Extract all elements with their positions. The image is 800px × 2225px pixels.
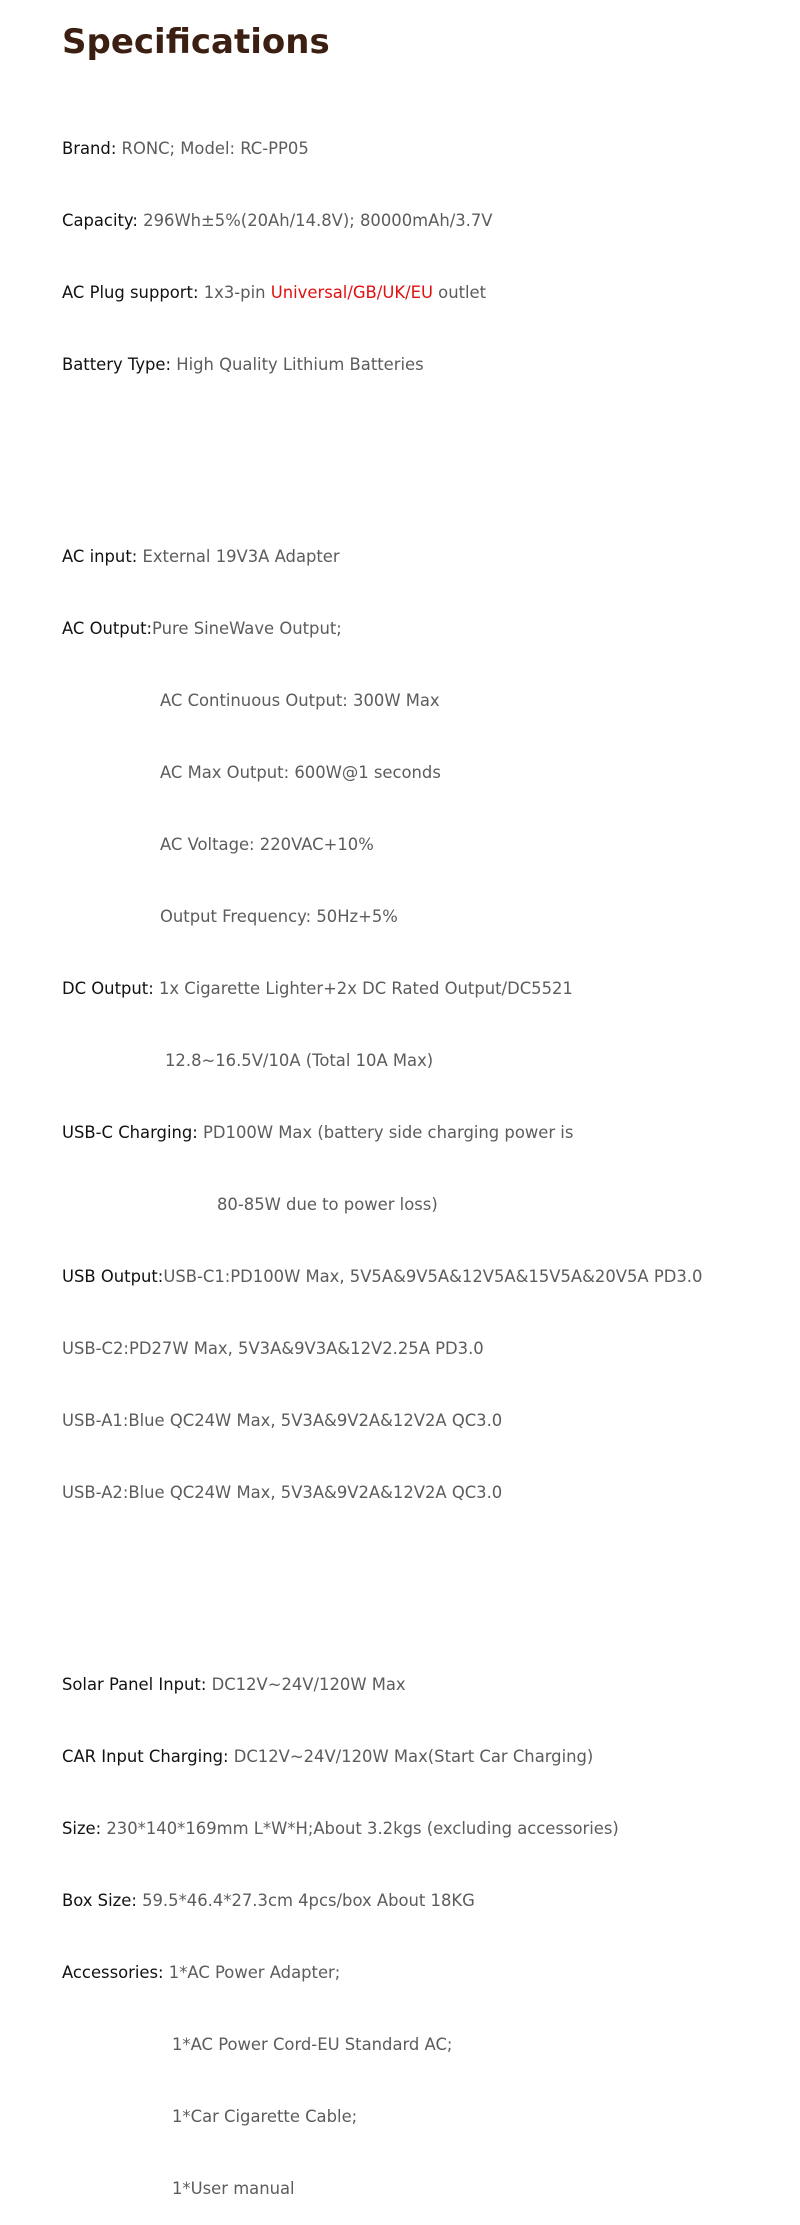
spec-value: 1*AC Power Adapter; (163, 1963, 341, 1982)
spec-ac-output-line: AC Continuous Output: 300W Max (160, 691, 440, 710)
spec-label: AC Plug support: (62, 283, 199, 302)
spec-ac-output-line: AC Max Output: 600W@1 seconds (160, 763, 441, 782)
spacer (62, 449, 702, 473)
spec-value: 1x3-pin (198, 283, 271, 302)
spec-label: Accessories: (62, 1963, 164, 1982)
spec-accessories-line: 1*Car Cigarette Cable; (172, 2107, 358, 2126)
spec-value: 59.5*46.4*27.3cm 4pcs/box About 18KG (136, 1891, 475, 1910)
spec-label: Brand: (62, 139, 117, 158)
spec-label: DC Output: (62, 979, 154, 998)
spec-usb-output-line: USB-A1:Blue QC24W Max, 5V3A&9V2A&12V2A QC3.0 (62, 1411, 503, 1430)
spec-value: 230*140*169mm L*W*H;About 3.2kgs (excluding accessories) (101, 1819, 619, 1838)
spec-value: Pure SineWave Output; (152, 619, 342, 638)
spec-list (62, 89, 702, 2225)
spec-size (62, 1817, 702, 1841)
spec-ac-plug (62, 281, 702, 305)
spacer (62, 1577, 702, 1601)
spec-label: AC input: (62, 547, 138, 566)
spec-brand (62, 137, 702, 161)
spec-usb-output (62, 1265, 702, 1289)
spec-label: Box Size: (62, 1891, 137, 1910)
spec-label: AC Output: (62, 619, 153, 638)
spec-ac-output-line: Output Frequency: 50Hz+5% (160, 907, 398, 926)
spec-value: DC12V~24V/120W Max (206, 1675, 406, 1694)
spec-label: Battery Type: (62, 355, 172, 374)
spec-value: outlet (432, 283, 487, 302)
spec-label: Capacity: (62, 211, 138, 230)
spec-usb-output-line: USB-C2:PD27W Max, 5V3A&9V3A&12V2.25A PD3.0 (62, 1339, 484, 1358)
spec-accessories (62, 1961, 702, 1985)
page-title: Specifications (62, 22, 330, 62)
spec-dc-output (62, 977, 702, 1001)
spec-usb-output-line: USB-A2:Blue QC24W Max, 5V3A&9V2A&12V2A QC3.0 (62, 1483, 503, 1502)
spec-ac-input (62, 545, 702, 569)
spec-ac-output (62, 617, 702, 641)
spec-label: Size: (62, 1819, 102, 1838)
spec-value: USB-C1:PD100W Max, 5V5A&9V5A&12V5A&15V5A&20V5A PD3.0 (163, 1267, 703, 1286)
spec-label: Solar Panel Input: (62, 1675, 207, 1694)
spec-usbc-charging (62, 1121, 702, 1145)
spec-accessories-line: 1*AC Power Cord-EU Standard AC; (172, 2035, 453, 2054)
spec-value: 296Wh±5%(20Ah/14.8V); 80000mAh/3.7V (137, 211, 493, 230)
spec-capacity (62, 209, 702, 233)
spec-usbc-charging-line: 80-85W due to power loss) (217, 1195, 438, 1214)
spec-box-size (62, 1889, 702, 1913)
spec-value: 1x Cigarette Lighter+2x DC Rated Output/DC5521 (153, 979, 573, 998)
spec-label: CAR Input Charging: (62, 1747, 229, 1766)
spec-value: High Quality Lithium Batteries (171, 355, 424, 374)
spec-solar-input (62, 1673, 702, 1697)
spec-label: USB Output: (62, 1267, 164, 1286)
spec-value: PD100W Max (battery side charging power is (197, 1123, 574, 1142)
spec-value: RONC; Model: RC-PP05 (116, 139, 309, 158)
spec-dc-output-line: 12.8~16.5V/10A (Total 10A Max) (165, 1051, 434, 1070)
spec-battery-type (62, 353, 702, 377)
spec-value-highlight: Universal/GB/UK/EU (270, 283, 433, 302)
spec-car-input (62, 1745, 702, 1769)
spec-value: External 19V3A Adapter (137, 547, 340, 566)
spec-ac-output-line: AC Voltage: 220VAC+10% (160, 835, 374, 854)
spec-value: DC12V~24V/120W Max(Start Car Charging) (228, 1747, 594, 1766)
spec-accessories-line: 1*User manual (172, 2179, 295, 2198)
spec-label: USB-C Charging: (62, 1123, 198, 1142)
